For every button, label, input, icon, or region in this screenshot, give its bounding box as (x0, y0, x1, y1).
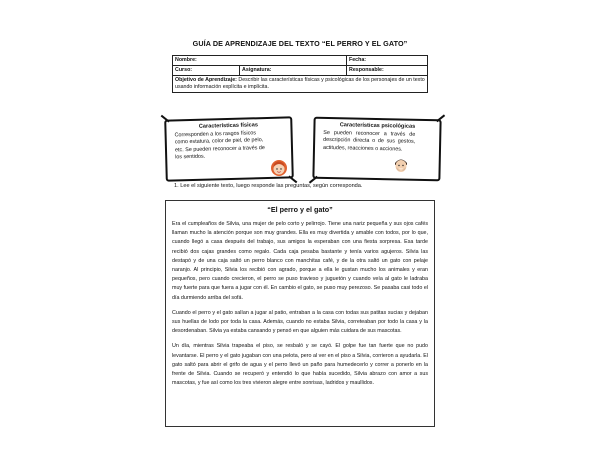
psychological-card-text: Se pueden reconocer a través de descripción directa o de sus gestos, actitudes, reacciones o acciones. (322, 129, 416, 153)
objetivo-label: Objetivo de Aprendizaje: (175, 77, 237, 83)
psychological-card-title: Características psicológicas (339, 122, 416, 130)
story-paragraph: Era el cumpleaños de Silvia, una mujer de pelo corto y pelirrojo. Tiene una nariz pequeña y sus ojos cafés llaman mucho la atención porque son muy grandes. Ella es muy divertida y amable con todos, por lo que, cuando llegó a casa después del trabajo, sus amigos la esperaban con una fiesta sorpresa. Esa tarde recibió dos cajas grandes como regalo. Cada caja pesaba bastante y tenía varios agujeros. Silvia las destapó y de una caja saltó un perro blanco con manchitas café, y de la otra saltó un gato con pelaje naranjo. Al principio, Silvia los recibió con agrado, porque a ella le gustan mucho los animales y eran pequeños, pero cuando crecieron, el perro se puso travieso y juguetón y cuando veía al gato le ladraba muy fuerte para que fuera a jugar con él. En cambio el gato, se puso muy perezoso. Se pasaba casi todo el día durmiendo arriba del sofá. (172, 221, 428, 301)
curso-label: Curso: (175, 67, 193, 73)
fecha-label: Fecha: (349, 57, 367, 63)
physical-card-text: Corresponden a los rasgos físicos como estatura, color de piel, de pelo, etc. Se pueden reconocer a través de los sentidos. (174, 130, 265, 161)
red-haired-girl-icon (270, 159, 288, 177)
asignatura-label: Asignatura: (242, 67, 272, 73)
story-paragraph: Cuando el perro y el gato salían a jugar al patio, entraban a la casa con todas sus patitas sucias y dejaban sus huellas de lodo por toda la casa. Además, cuando no estaba Silvia, correteaban por todo la casa y la desordenaban. Silvia ya estaba cansando y pensó en que alguien más cuidara de sus mascotas. (172, 309, 428, 335)
instruction-text: 1. Lee el siguiente texto, luego responde las preguntas, según corresponda. (174, 183, 363, 189)
physical-card-title: Características físicas (198, 122, 259, 130)
page-title: GUÍA DE APRENDIZAJE DEL TEXTO “EL PERRO Y EL GATO” (192, 39, 408, 48)
psychological-characteristics-card (312, 117, 441, 182)
story-title: “El perro y el gato” (267, 205, 333, 214)
student-info-table (172, 55, 428, 93)
nombre-label: Nombre: (175, 57, 197, 63)
responsable-label: Responsable: (349, 67, 384, 73)
bearded-man-icon (392, 156, 410, 176)
objetivo-text: Describir las características físicas y psicológicas de los personajes de un texto usando información explícita e implícita. (175, 77, 425, 90)
story-paragraph: Un día, mientras Silvia trapeaba el piso, se resbaló y se cayó. El golpe fue tan fuerte que no pudo levantarse. El perro y el gato jugaban con una pelota, pero al ver en el piso a Silvia, corrieron a ayudarla. El gato saltó para abrir el grifo de agua y el perro llevó un paño para humedecerlo y correr a ponerlo en la frente de Silvia. Cuando se recuperó y entendió lo que había sucedido, Silvia abrazo con amor a sus mascotas, y fue así como los tres vivieron alegre entre sonrisas, ladridos y maullidos. (172, 343, 428, 387)
story-box (165, 200, 435, 427)
